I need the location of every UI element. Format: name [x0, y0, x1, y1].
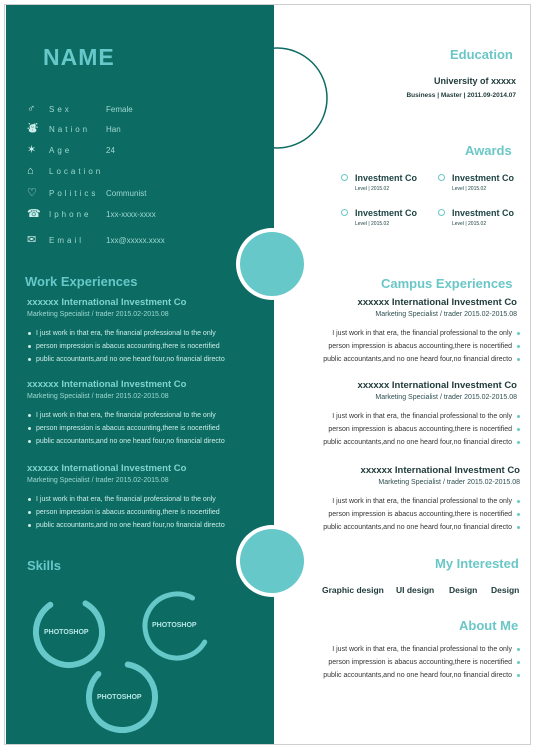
- award-ring-icon: [341, 174, 348, 181]
- bullet-dot: [517, 526, 520, 529]
- work-company-2: xxxxxx International Investment Co: [27, 463, 187, 474]
- home-icon: ⌂: [27, 165, 34, 177]
- work-role-0: Marketing Specialist / trader 2015.02-2015.08: [27, 311, 169, 318]
- award-ring-icon: [438, 174, 445, 181]
- award-ring-icon: [341, 209, 348, 216]
- about-bullet: [323, 672, 520, 679]
- bullet-dot: [28, 440, 31, 443]
- education-title: Education: [450, 47, 513, 62]
- info-value-0: Female: [106, 105, 133, 114]
- campus-company-2: xxxxxx International Investment Co: [360, 465, 520, 476]
- work-company-0: xxxxxx International Investment Co: [27, 297, 187, 308]
- campus-bullet: [332, 413, 520, 420]
- bullet-text: person impression is abacus accounting,there is nocertified: [328, 659, 512, 666]
- about-title: About Me: [459, 618, 519, 633]
- work-bullet: [28, 496, 216, 503]
- bullet-dot: [517, 358, 520, 361]
- resume-name: NAME: [43, 44, 115, 70]
- bullet-dot: [517, 500, 520, 503]
- skill-label-2: PHOTOSHOP: [152, 622, 197, 629]
- award-sub-1: Level | 2015.02: [452, 186, 487, 192]
- bullet-text: I just work in that era, the financial professional to the only: [332, 413, 512, 420]
- campus-role-1: Marketing Specialist / trader 2015.02-2015.08: [375, 394, 517, 401]
- bullet-dot: [517, 674, 520, 677]
- campus-bullet: [332, 330, 520, 337]
- award-name-0: Investment Co: [355, 173, 418, 183]
- info-label-3: Location: [49, 167, 104, 176]
- info-value-2: 24: [106, 146, 115, 155]
- work-bullet: [28, 330, 216, 337]
- work-bullet: [28, 438, 225, 445]
- award-sub-2: Level | 2015.02: [355, 221, 390, 227]
- campus-bullet: [323, 524, 520, 531]
- work-bullet: [28, 425, 220, 432]
- bullet-dot: [28, 498, 31, 501]
- campus-title: Campus Experiences: [381, 276, 513, 291]
- bullet-dot: [28, 358, 31, 361]
- work-bullet: [28, 356, 225, 363]
- bullet-text: public accountants,and no one heard four,no financial directo: [323, 524, 512, 531]
- interest-item-2: UI design: [396, 585, 435, 595]
- bullet-dot: [28, 524, 31, 527]
- bullet-dot: [28, 332, 31, 335]
- bullet-dot: [517, 345, 520, 348]
- award-ring-icon: [438, 209, 445, 216]
- gender-icon: ♂: [27, 103, 36, 115]
- interest-item-3: Design: [449, 585, 478, 595]
- email-icon: ✉: [27, 234, 37, 246]
- award-name-2: Investment Co: [355, 208, 418, 218]
- bullet-dot: [517, 648, 520, 651]
- campus-bullet: [332, 498, 520, 505]
- bullet-text: person impression is abacus accounting,there is nocertified: [328, 343, 512, 350]
- bullet-dot: [28, 427, 31, 430]
- info-value-1: Han: [106, 125, 121, 134]
- about-bullet: [332, 646, 520, 653]
- campus-bullet: [328, 343, 520, 350]
- bullet-text: I just work in that era, the financial professional to the only: [36, 496, 216, 503]
- campus-role-0: Marketing Specialist / trader 2015.02-2015.08: [375, 311, 517, 318]
- bullet-text: public accountants,and no one heard four,no financial directo: [323, 356, 512, 363]
- info-label-0: Sex: [49, 105, 72, 114]
- campus-company-0: xxxxxx International Investment Co: [357, 297, 517, 308]
- campus-bullet: [323, 439, 520, 446]
- work-bullet: [28, 412, 216, 419]
- info-value-4: Communist: [106, 189, 147, 198]
- bullet-dot: [28, 511, 31, 514]
- info-label-2: Age: [49, 146, 73, 155]
- award-name-1: Investment Co: [452, 173, 515, 183]
- skill-label-1: PHOTOSHOP: [44, 629, 89, 636]
- bullet-dot: [28, 345, 31, 348]
- bullet-text: person impression is abacus accounting,there is nocertified: [36, 425, 220, 432]
- work-bullet: [28, 522, 225, 529]
- bullet-text: I just work in that era, the financial professional to the only: [36, 412, 216, 419]
- awards-title: Awards: [465, 143, 512, 158]
- bullet-dot: [517, 513, 520, 516]
- bullet-text: public accountants,and no one heard four,no financial directo: [36, 522, 225, 529]
- heart-icon: ♡: [27, 187, 37, 199]
- bullet-dot: [28, 414, 31, 417]
- bullet-dot: [517, 415, 520, 418]
- info-label-1: Nation: [49, 125, 91, 134]
- campus-bullet: [328, 426, 520, 433]
- bullet-dot: [517, 441, 520, 444]
- phone-icon: ☎: [27, 208, 41, 220]
- award-name-3: Investment Co: [452, 208, 515, 218]
- bullet-text: person impression is abacus accounting,there is nocertified: [328, 426, 512, 433]
- bullet-text: I just work in that era, the financial professional to the only: [332, 646, 512, 653]
- work-role-2: Marketing Specialist / trader 2015.02-2015.08: [27, 477, 169, 484]
- bullet-text: I just work in that era, the financial professional to the only: [332, 498, 512, 505]
- nation-icon: ⛇: [27, 123, 38, 135]
- award-sub-0: Level | 2015.02: [355, 186, 390, 192]
- bullet-dot: [517, 661, 520, 664]
- skills-title: Skills: [27, 558, 61, 573]
- about-bullet: [328, 659, 520, 666]
- campus-role-2: Marketing Specialist / trader 2015.02-2015.08: [378, 479, 520, 486]
- age-icon: ✶: [27, 144, 37, 156]
- skill-label-3: PHOTOSHOP: [97, 694, 142, 701]
- bullet-text: I just work in that era, the financial professional to the only: [332, 330, 512, 337]
- info-label-4: Politics: [49, 189, 99, 198]
- bullet-dot: [517, 428, 520, 431]
- award-sub-3: Level | 2015.02: [452, 221, 487, 227]
- bullet-text: I just work in that era, the financial professional to the only: [36, 330, 216, 337]
- education-detail: Business | Master | 2011.09-2014.07: [406, 92, 516, 99]
- work-bullet: [28, 343, 220, 350]
- bullet-text: public accountants,and no one heard four,no financial directo: [323, 439, 512, 446]
- work-company-1: xxxxxx International Investment Co: [27, 379, 187, 390]
- education-school: University of xxxxx: [433, 76, 516, 86]
- campus-company-1: xxxxxx International Investment Co: [357, 380, 517, 391]
- campus-bullet: [323, 356, 520, 363]
- interest-item-1: Graphic design: [322, 585, 384, 595]
- info-value-5: 1xx-xxxx-xxxx: [106, 210, 156, 219]
- interest-item-4: Design: [491, 585, 520, 595]
- bullet-text: person impression is abacus accounting,there is nocertified: [36, 509, 220, 516]
- bullet-dot: [517, 332, 520, 335]
- bullet-text: person impression is abacus accounting,there is nocertified: [328, 511, 512, 518]
- bullet-text: public accountants,and no one heard four,no financial directo: [323, 672, 512, 679]
- info-value-6: 1xx@xxxxx.xxxx: [106, 236, 165, 245]
- bullet-text: public accountants,and no one heard four,no financial directo: [36, 356, 225, 363]
- bullet-text: public accountants,and no one heard four,no financial directo: [36, 438, 225, 445]
- interested-title: My Interested: [435, 556, 519, 571]
- work-bullet: [28, 509, 220, 516]
- work-title: Work Experiences: [25, 274, 138, 289]
- info-label-6: Email: [49, 236, 85, 245]
- info-label-5: Iphone: [49, 210, 92, 219]
- work-role-1: Marketing Specialist / trader 2015.02-2015.08: [27, 393, 169, 400]
- bullet-text: person impression is abacus accounting,there is nocertified: [36, 343, 220, 350]
- campus-bullet: [328, 511, 520, 518]
